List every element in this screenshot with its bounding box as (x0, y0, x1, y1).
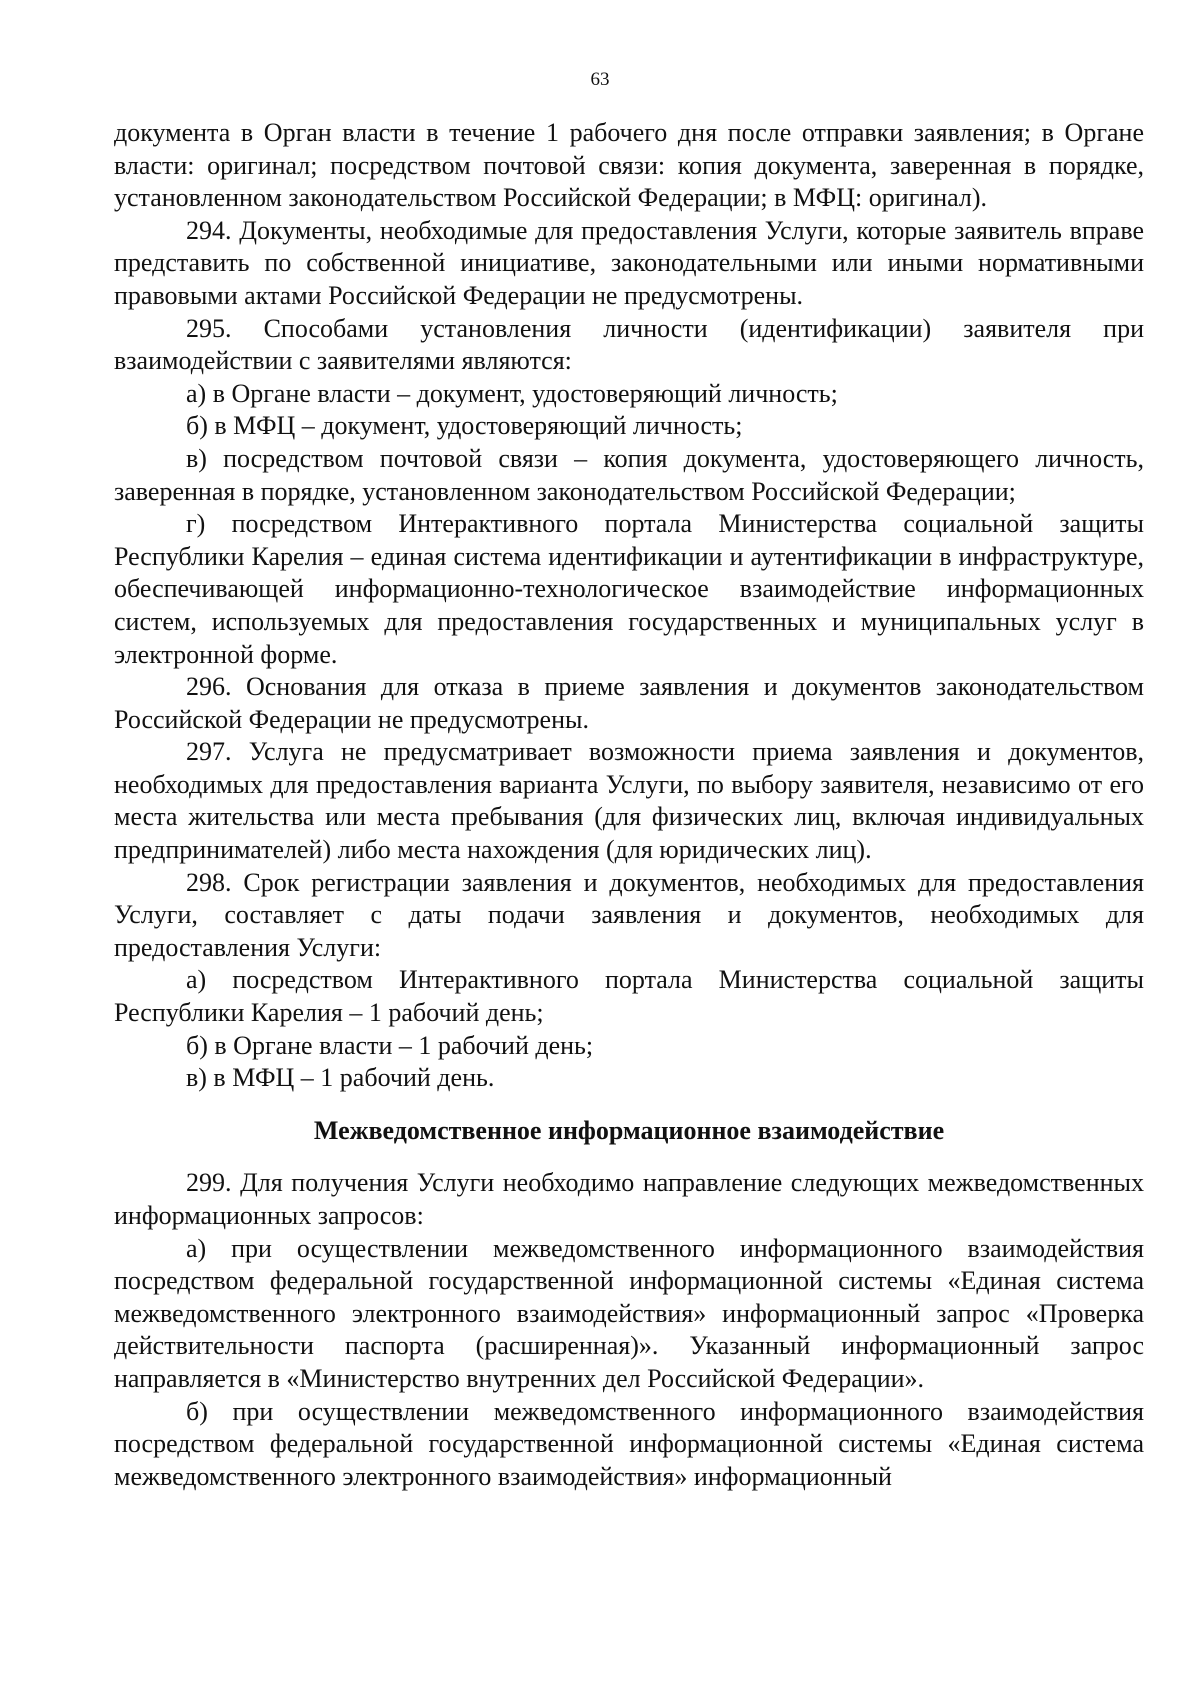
list-item-a: а) при осуществлении межведомственного информационного взаимодействия посредством федеральной государственной информационной системы «Единая система межведомственного электронного взаимодействия» информационный запрос «Проверка действительности паспорта (расширенная)». Указанный информационный запрос направляется в «Министерство внутренних дел Российской Федерации». (114, 1233, 1144, 1393)
list-item-b: б) при осуществлении межведомственного информационного взаимодействия посредством федеральной государственной информационной системы «Единая система межведомственного электронного взаимодействия» информационный (114, 1396, 1144, 1491)
list-item-a: а) в Органе власти – документ, удостоверяющий личность; (186, 378, 838, 408)
list-item-g: г) посредством Интерактивного портала Министерства социальной защиты Республики Карелия – единая система идентификации и аутентификации в инфраструктуре, обеспечивающей информационно-технологическое взаимодействие информационных систем, используемых для предоставления государственных и муниципальных услуг в электронной форме. (114, 509, 1144, 669)
paragraph-296: 296. Основания для отказа в приеме заявления и документов законодательством Российской Федерации не предусмотрены. (114, 672, 1144, 734)
paragraph-294: 294. Документы, необходимые для предоставления Услуги, которые заявитель вправе представить по собственной инициативе, законодательными или иными нормативными правовыми актами Российской Федерации не предусмотрены. (114, 215, 1144, 310)
list-item-b: б) в МФЦ – документ, удостоверяющий личность; (186, 411, 743, 441)
paragraph: документа в Орган власти в течение 1 рабочего дня после отправки заявления; в Органе власти: оригинал; посредством почтовой связи: копия документа, заверенная в порядке, установленном законодательством Российской Федерации; в МФЦ: оригинал). (114, 118, 1144, 213)
list-item-v: в) посредством почтовой связи – копия документа, удостоверяющего личность, заверенная в порядке, установленном законодательством Российской Федерации; (114, 443, 1144, 506)
page-number: 63 (590, 69, 610, 90)
document-body (114, 117, 1144, 1493)
list-item-v: в) в МФЦ – 1 рабочий день. (186, 1063, 495, 1093)
paragraph-298: 298. Срок регистрации заявления и документов, необходимых для предоставления Услуги, составляет с даты подачи заявления и документов, необходимых для предоставления Услуги: (114, 867, 1144, 962)
paragraph-299: 299. Для получения Услуги необходимо направление следующих межведомственных информационных запросов: (114, 1168, 1144, 1230)
list-item-a: а) посредством Интерактивного портала Министерства социальной защиты Республики Карелия – 1 рабочий день; (114, 965, 1144, 1028)
section-heading: Межведомственное информационное взаимодействие (313, 1115, 945, 1145)
paragraph-297: 297. Услуга не предусматривает возможности приема заявления и документов, необходимых для предоставления варианта Услуги, по выбору заявителя, независимо от его места жительства или места пребывания (для физических лиц, включая индивидуальных предпринимателей) либо места нахождения (для юридических лиц). (114, 737, 1144, 865)
list-item-b: б) в Органе власти – 1 рабочий день; (186, 1030, 594, 1060)
paragraph-295: 295. Способами установления личности (идентификации) заявителя при взаимодействии с заявителями являются: (114, 313, 1144, 376)
